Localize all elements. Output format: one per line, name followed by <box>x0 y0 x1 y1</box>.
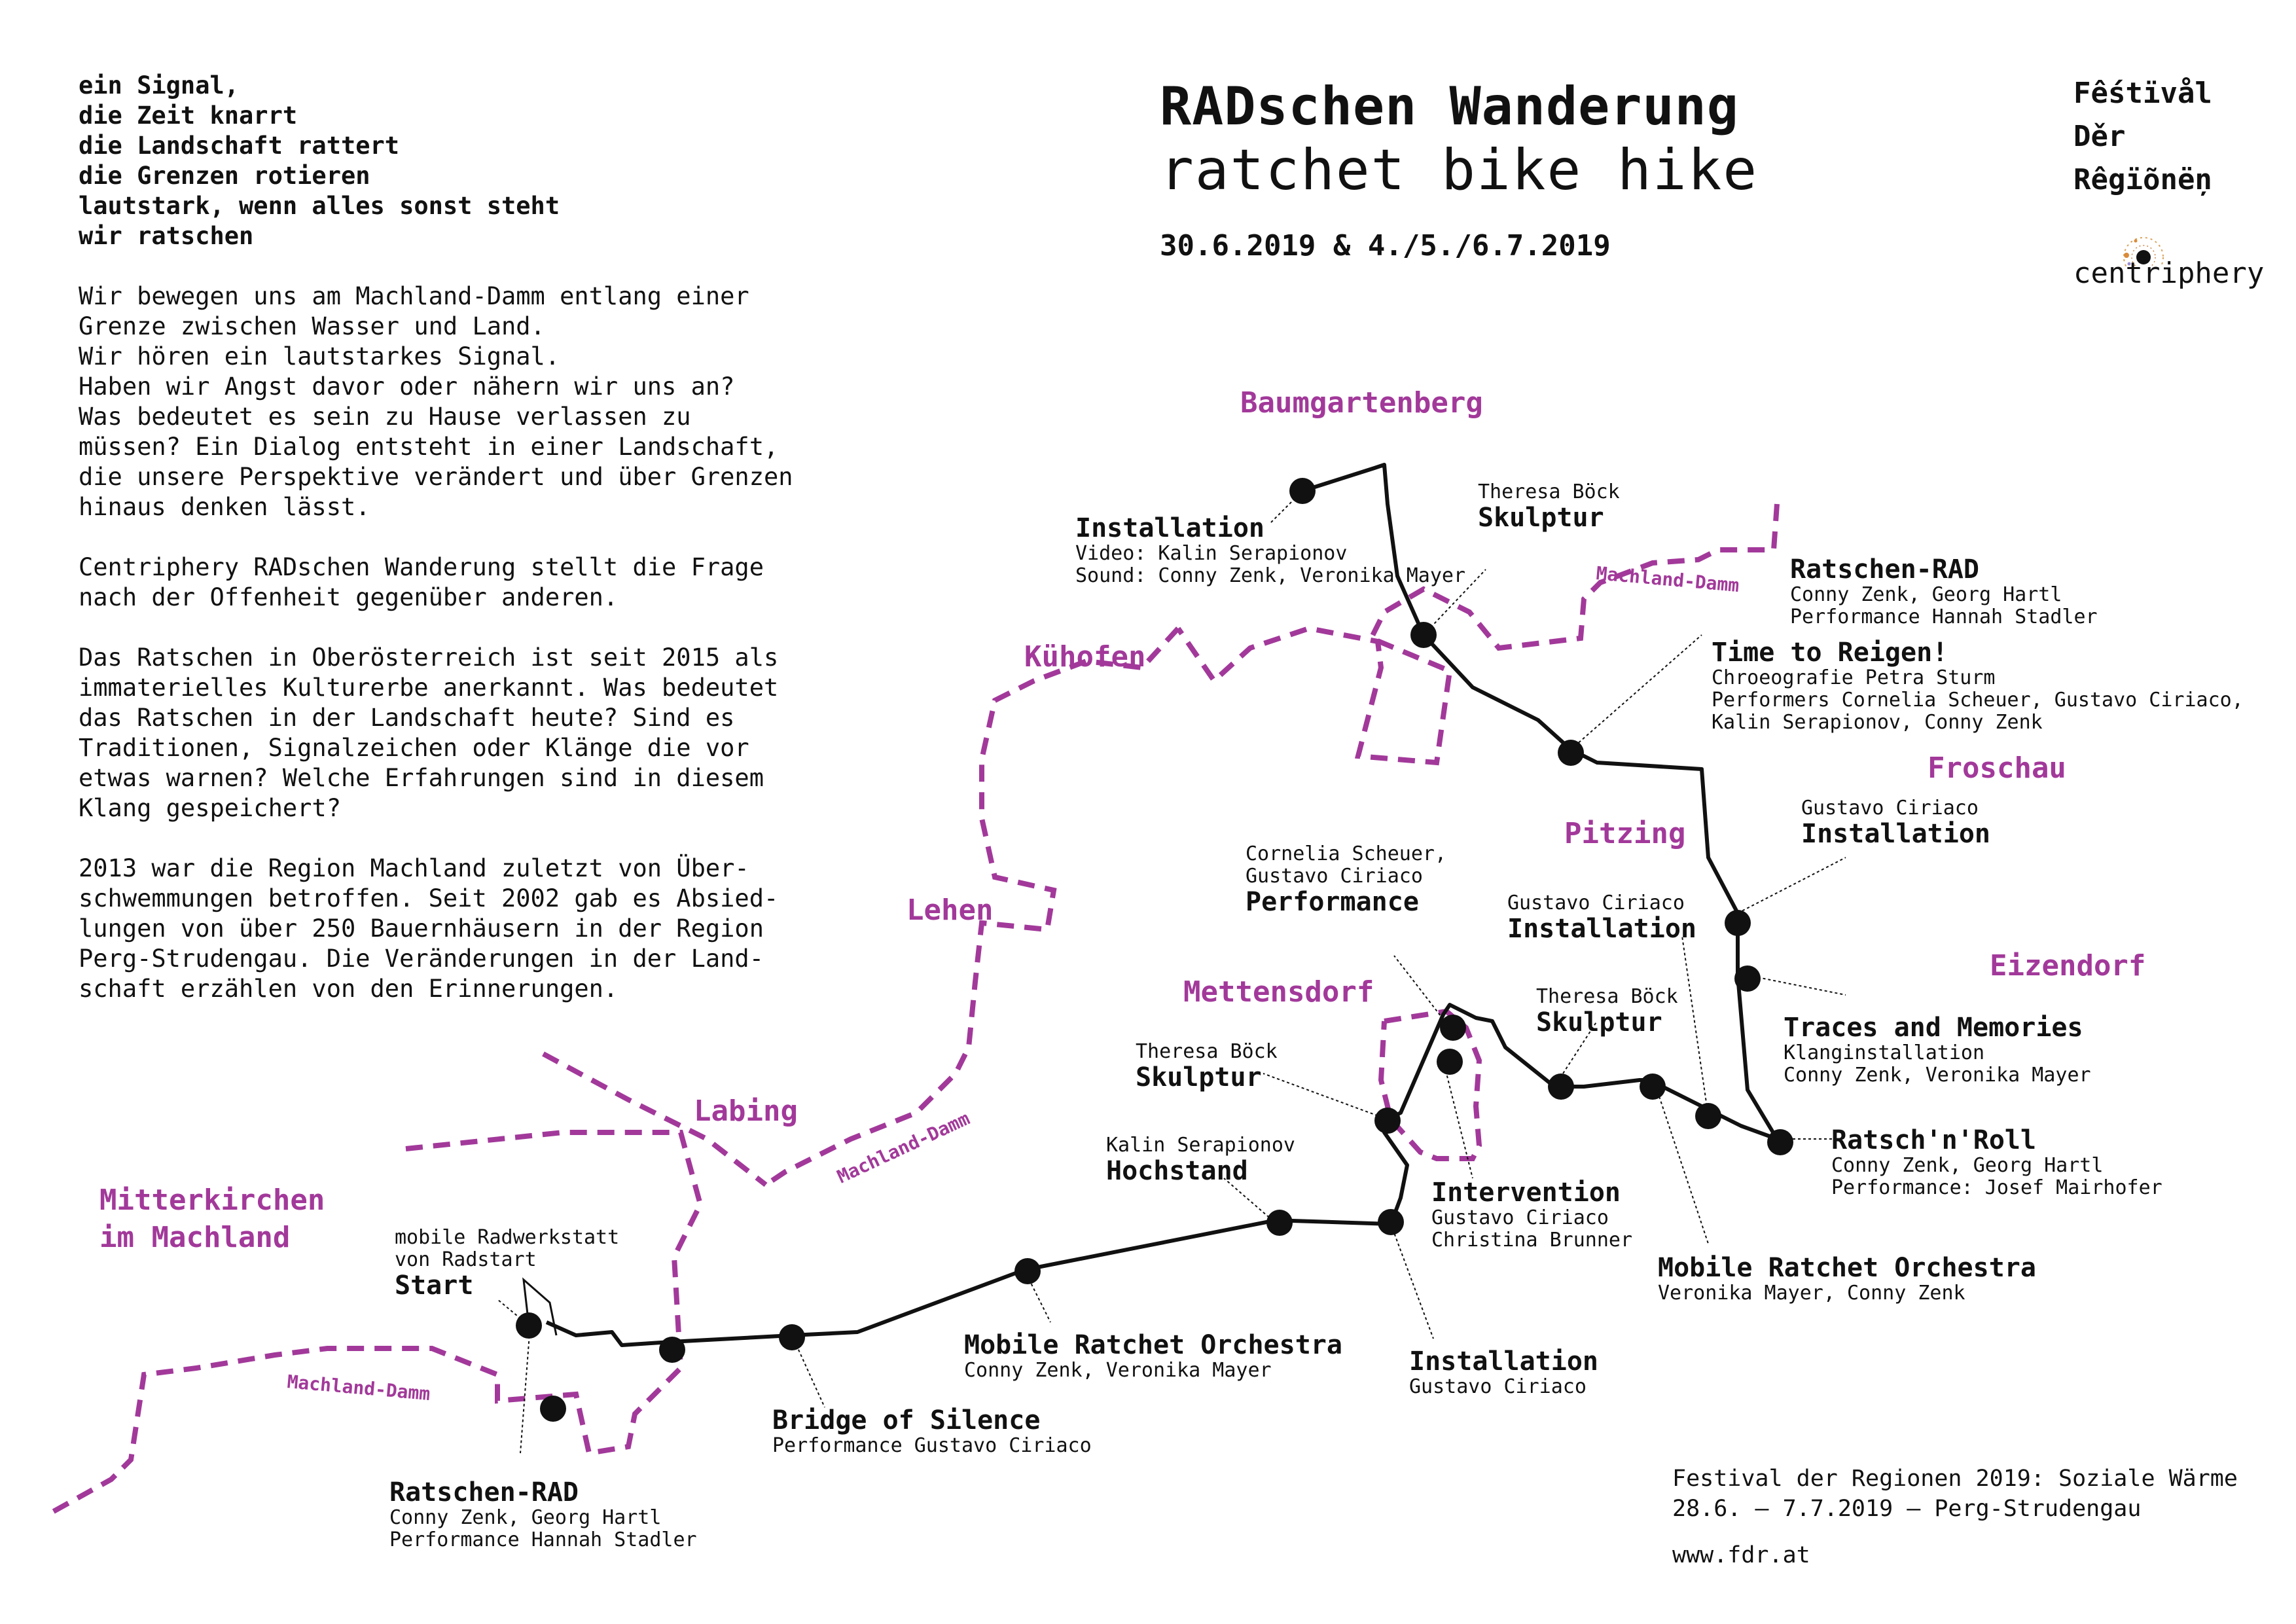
station-dots <box>516 478 1793 1422</box>
place-pitzing: Pitzing <box>1564 817 1686 850</box>
damm-label-middle: Machland-Damm <box>834 1107 973 1188</box>
footer-url[interactable]: www.fdr.at <box>1672 1542 1810 1568</box>
label-mett-skulptur: Theresa Böck Skulptur <box>1136 1040 1278 1092</box>
place-eizendorf: Eizendorf <box>1990 949 2146 983</box>
stop-performance <box>1440 1015 1466 1041</box>
label-baum-skulptur: Theresa Böck Skulptur <box>1478 480 1620 533</box>
stop-baum-skulptur <box>1410 622 1437 648</box>
stop-mett-skulptur <box>1374 1108 1401 1134</box>
label-pitzing-skulptur: Theresa Böck Skulptur <box>1536 985 1678 1038</box>
event-dates: 30.6.2019 & 4./5./6.7.2019 <box>1160 229 1611 262</box>
label-performance: Cornelia Scheuer, Gustavo Ciriaco Performance <box>1246 842 1447 917</box>
label-froschau-installation: Gustavo Ciriaco Installation <box>1801 797 1990 849</box>
paragraph-3: Das Ratschen in Oberösterreich ist seit 2015 als immaterielles Kulturerbe anerkannt. Was bedeutet das Ratschen in der Landschaft heute? Sind es Traditionen, Signalzeichen oder Klänge die vor etwas warnen? Welche Erfahrungen sind in diesem Klang gespeichert? <box>79 643 779 822</box>
label-bridge: Bridge of Silence Performance Gustavo Ciriaco <box>772 1405 1092 1457</box>
stop-mro-right <box>1640 1074 1666 1100</box>
label-intervention: Intervention Gustavo Ciriaco Christina Brunner <box>1431 1178 1633 1252</box>
label-ratschen-rad-bottom: Ratschen-RAD Conny Zenk, Georg Hartl Performance Hannah Stadler <box>389 1477 697 1551</box>
stop-hochstand <box>1266 1210 1293 1236</box>
centriphery-wordmark: centriphery <box>2073 257 2265 290</box>
place-labing: Labing <box>694 1094 798 1128</box>
label-installation-bottom: Installation Gustavo Ciriaco <box>1409 1346 1598 1398</box>
footer-info: Festival der Regionen 2019: Soziale Wärme 28.6. – 7.7.2019 – Perg-Strudengau <box>1672 1466 2238 1522</box>
place-lehen: Lehen <box>906 893 994 927</box>
stop-damm-crossing <box>659 1337 685 1363</box>
stop-pitzing-skulptur <box>1548 1074 1574 1100</box>
page-title: RADschen Wanderung <box>1160 76 1739 137</box>
place-mitterkirchen-2: im Machland <box>99 1221 291 1254</box>
stop-mro-left <box>1014 1258 1041 1284</box>
label-ratsch-n-roll: Ratsch'n'Roll Conny Zenk, Georg Hartl Performance: Josef Mairhofer <box>1831 1125 2162 1199</box>
page-subtitle: ratchet bike hike <box>1160 137 1759 203</box>
stop-pitzing-installation <box>1695 1103 1721 1129</box>
label-baum-installation: Installation Video: Kalin Serapionov Sound: Conny Zenk, Veronika Mayer <box>1075 513 1466 587</box>
stop-traces <box>1734 965 1761 992</box>
poem: ein Signal, die Zeit knarrt die Landschaft rattert die Grenzen rotieren lautstark, wenn alles sonst steht wir ratschen <box>79 71 560 250</box>
stop-bridge <box>779 1324 805 1350</box>
festival-logo-text: Fếśtïvål Děr Rêgïõnëņ <box>2073 77 2212 196</box>
stop-ratsch-n-roll <box>1767 1129 1793 1155</box>
stop-installation-bottom <box>1378 1209 1404 1235</box>
damm-label-bottom: Machland-Damm <box>286 1371 431 1405</box>
stop-start <box>516 1312 542 1339</box>
label-mro-left: Mobile Ratchet Orchestra Conny Zenk, Veronika Mayer <box>964 1330 1342 1382</box>
damm-label-top: Machland-Damm <box>1595 562 1740 597</box>
place-kuehofen: Kühofen <box>1024 640 1146 674</box>
stop-intervention <box>1437 1049 1463 1075</box>
place-baumgartenberg: Baumgartenberg <box>1240 386 1483 420</box>
label-start: mobile Radwerkstatt von Radstart Start <box>395 1226 620 1301</box>
label-hochstand: Kalin Serapionov Hochstand <box>1106 1134 1295 1186</box>
paragraph-2: Centriphery RADschen Wanderung stellt die Frage nach der Offenheit gegenüber anderen. <box>79 553 764 611</box>
stop-froschau-installation <box>1725 910 1751 936</box>
label-pitzing-installation: Gustavo Ciriaco Installation <box>1507 892 1696 944</box>
label-time-to-reigen: Time to Reigen! Chroeografie Petra Sturm Performers Cornelia Scheuer, Gustavo Ciriaco, Kalin Serapionov, Conny Zenk <box>1712 638 2244 734</box>
label-ratschen-rad-top: Ratschen-RAD Conny Zenk, Georg Hartl Performance Hannah Stadler <box>1790 554 2098 628</box>
place-mitterkirchen-1: Mitterkirchen <box>99 1183 325 1217</box>
stop-baum-installation <box>1289 478 1316 504</box>
stop-ratschen-rad <box>540 1396 566 1422</box>
place-mettensdorf: Mettensdorf <box>1183 975 1374 1009</box>
label-traces: Traces and Memories Klanginstallation Conny Zenk, Veronika Mayer <box>1784 1013 2091 1087</box>
stop-time-to-reigen <box>1558 740 1584 766</box>
paragraph-4: 2013 war die Region Machland zuletzt von Über- schwemmungen betroffen. Seit 2002 gab es Absied- lungen von über 250 Bauernhäusern in der Region Perg-Strudengau. Die Veränderungen in der Land- schaft erzählen von den Erinnerungen. <box>79 854 779 1003</box>
place-froschau: Froschau <box>1928 751 2066 785</box>
label-mro-right: Mobile Ratchet Orchestra Veronika Mayer, Conny Zenk <box>1658 1253 2036 1305</box>
paragraph-1: Wir bewegen uns am Machland-Damm entlang einer Grenze zwischen Wasser und Land. Wir hören ein lautstarkes Signal. Haben wir Angst davor oder nähern wir uns an? Was bedeutet es sein zu Hause verlassen zu müssen? Ein Dialog entsteht in einer Landschaft, die unsere Perspektive verändert und über Grenzen hinaus denken lässt. <box>79 282 793 521</box>
